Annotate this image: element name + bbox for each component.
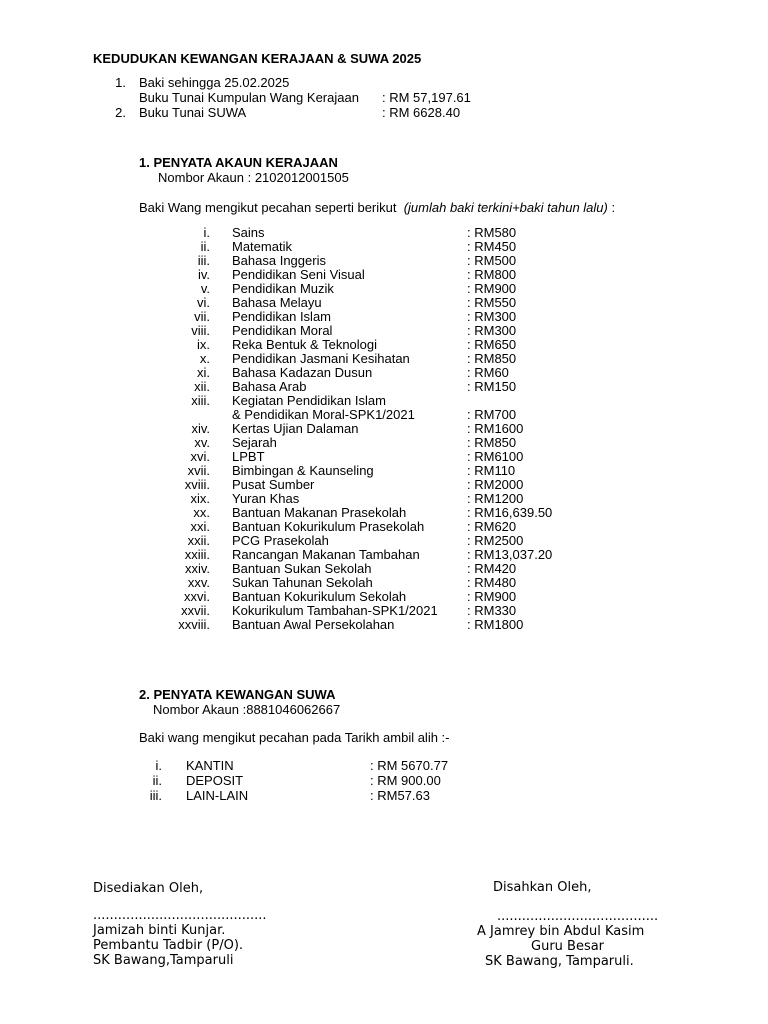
summary-label: Buku Tunai SUWA <box>139 105 247 120</box>
item-number: xix. <box>190 491 210 506</box>
section2-intro: Baki wang mengikut pecahan pada Tarikh ambil alih :- <box>139 730 450 745</box>
item-number: ix. <box>197 337 210 352</box>
item-amount: : RM16,639.50 <box>467 505 553 520</box>
item-amount: : RM420 <box>467 561 517 576</box>
list-item <box>0 435 768 449</box>
list-item <box>0 477 768 491</box>
item-label: Bantuan Kokurikulum Sekolah <box>232 589 407 604</box>
list-item <box>0 547 768 561</box>
item-number: xxvii. <box>181 603 210 618</box>
list-item <box>0 309 768 323</box>
item-label: Kegiatan Pendidikan Islam <box>232 393 386 408</box>
item-amount: : RM450 <box>467 239 517 254</box>
section1-intro-end: : <box>607 200 616 215</box>
item-amount: : RM150 <box>467 379 517 394</box>
item-amount: : RM1800 <box>467 617 524 632</box>
item-label: Bahasa Melayu <box>232 295 322 310</box>
item-amount: : RM1600 <box>467 421 524 436</box>
list-item <box>0 337 768 351</box>
list-item <box>0 758 768 772</box>
item-number: xiii. <box>191 393 210 408</box>
section2-account: Nombor Akaun :8881046062667 <box>153 702 341 717</box>
list-item <box>0 407 768 421</box>
item-amount: : RM650 <box>467 337 517 352</box>
list-item <box>0 788 768 802</box>
item-label: Bahasa Kadazan Dusun <box>232 365 373 380</box>
summary-num: 2. <box>115 105 126 120</box>
item-label: Pendidikan Muzik <box>232 281 334 296</box>
list-item <box>0 519 768 533</box>
item-number: xxviii. <box>178 617 210 632</box>
item-label: Sejarah <box>232 435 277 450</box>
item-amount: : RM 5670.77 <box>370 758 449 773</box>
item-label: Bahasa Arab <box>232 379 307 394</box>
item-label: LPBT <box>232 449 265 464</box>
section1-intro-italic: (jumlah baki terkini+baki tahun lalu) <box>403 200 608 215</box>
item-amount: : RM330 <box>467 603 517 618</box>
item-label: Bahasa Inggeris <box>232 253 326 268</box>
item-number: xvi. <box>190 449 210 464</box>
item-number: x. <box>199 351 210 366</box>
item-amount: : RM850 <box>467 351 517 366</box>
item-number: xv. <box>194 435 210 450</box>
item-label: PCG Prasekolah <box>232 533 329 548</box>
item-number: xviii. <box>184 477 210 492</box>
list-item <box>0 575 768 589</box>
signature-approved-caption: Disahkan Oleh, <box>493 880 592 895</box>
item-amount: : RM2500 <box>467 533 524 548</box>
item-number: viii. <box>191 323 210 338</box>
item-amount: : RM550 <box>467 295 517 310</box>
approver-org: SK Bawang, Tamparuli. <box>485 954 634 969</box>
item-amount: : RM1200 <box>467 491 524 506</box>
list-item <box>0 379 768 393</box>
list-item <box>0 617 768 631</box>
item-number: iii. <box>197 253 210 268</box>
item-label: LAIN-LAIN <box>186 788 249 803</box>
item-amount: : RM580 <box>467 225 517 240</box>
item-label: & Pendidikan Moral-SPK1/2021 <box>232 407 415 422</box>
list-item <box>0 491 768 505</box>
item-label: Bantuan Awal Persekolahan <box>232 617 395 632</box>
item-label: Yuran Khas <box>232 491 300 506</box>
item-label: Pendidikan Seni Visual <box>232 267 365 282</box>
item-number: iv. <box>197 267 210 282</box>
item-number: xxv. <box>187 575 210 590</box>
item-label: Pendidikan Jasmani Kesihatan <box>232 351 410 366</box>
list-item <box>0 351 768 365</box>
item-amount: : RM500 <box>467 253 517 268</box>
item-label: Bantuan Makanan Prasekolah <box>232 505 407 520</box>
list-item <box>0 239 768 253</box>
list-item <box>0 463 768 477</box>
list-item <box>0 267 768 281</box>
signature-dots: .......................................... <box>93 908 267 923</box>
item-label: Reka Bentuk & Teknologi <box>232 337 378 352</box>
item-number: i. <box>155 758 162 773</box>
section1-intro <box>139 201 615 215</box>
summary-label: Baki sehingga 25.02.2025 <box>139 75 290 90</box>
item-label: Bantuan Sukan Sekolah <box>232 561 372 576</box>
list-item <box>0 295 768 309</box>
list-item <box>0 773 768 787</box>
item-amount: : RM480 <box>467 575 517 590</box>
item-amount: : RM 900.00 <box>370 773 441 788</box>
item-label: Bimbingan & Kaunseling <box>232 463 374 478</box>
item-label: Sains <box>232 225 265 240</box>
section2-heading: 2. PENYATA KEWANGAN SUWA <box>139 687 336 702</box>
item-number: vii. <box>194 309 210 324</box>
item-amount: : RM60 <box>467 365 509 380</box>
item-amount: : RM700 <box>467 407 517 422</box>
item-label: Bantuan Kokurikulum Prasekolah <box>232 519 425 534</box>
item-number: ii. <box>152 773 162 788</box>
item-amount: : RM620 <box>467 519 517 534</box>
signature-prepared <box>93 881 267 968</box>
list-item <box>0 365 768 379</box>
list-item <box>0 449 768 463</box>
item-label: KANTIN <box>186 758 234 773</box>
item-label: Matematik <box>232 239 292 254</box>
item-label: DEPOSIT <box>186 773 244 788</box>
item-amount: : RM13,037.20 <box>467 547 553 562</box>
list-item <box>0 225 768 239</box>
item-amount: : RM800 <box>467 267 517 282</box>
item-amount: : RM57.63 <box>370 788 430 803</box>
signatory-name: Jamizah binti Kunjar. <box>93 923 226 938</box>
list-item <box>0 253 768 267</box>
item-amount: : RM300 <box>467 323 517 338</box>
item-amount: : RM300 <box>467 309 517 324</box>
item-number: vi. <box>197 295 210 310</box>
item-label: Kokurikulum Tambahan-SPK1/2021 <box>232 603 438 618</box>
item-amount: : RM900 <box>467 589 517 604</box>
section1-account: Nombor Akaun : 2102012001505 <box>158 170 349 185</box>
item-number: xi. <box>197 365 210 380</box>
signatory-org: SK Bawang,Tamparuli <box>93 953 234 968</box>
item-number: xx. <box>193 505 210 520</box>
item-amount: : RM6100 <box>467 449 524 464</box>
section1-intro-text: Baki Wang mengikut pecahan seperti berikut <box>139 200 404 215</box>
approver-role: Guru Besar <box>531 939 605 954</box>
list-item <box>0 393 768 407</box>
item-number: xxi. <box>190 519 210 534</box>
signature-caption: Disediakan Oleh, <box>93 881 204 896</box>
item-label: Pusat Sumber <box>232 477 315 492</box>
item-label: Kertas Ujian Dalaman <box>232 421 359 436</box>
list-item <box>0 323 768 337</box>
item-amount: : RM2000 <box>467 477 524 492</box>
item-amount: : RM900 <box>467 281 517 296</box>
list-item <box>0 505 768 519</box>
item-number: xxvi. <box>184 589 210 604</box>
section1-heading: 1. PENYATA AKAUN KERAJAAN <box>139 155 338 170</box>
list-item <box>0 603 768 617</box>
item-label: Sukan Tahunan Sekolah <box>232 575 373 590</box>
item-number: ii. <box>200 239 210 254</box>
summary-num: 1. <box>115 75 126 90</box>
list-item <box>0 281 768 295</box>
item-number: i. <box>203 225 210 240</box>
list-item <box>0 533 768 547</box>
list-item <box>0 589 768 603</box>
summary-value: : RM 6628.40 <box>382 105 461 120</box>
summary-label: Buku Tunai Kumpulan Wang Kerajaan <box>139 90 359 105</box>
list-item <box>0 421 768 435</box>
item-amount: : RM850 <box>467 435 517 450</box>
summary-value: : RM 57,197.61 <box>382 90 471 105</box>
item-number: xxii. <box>187 533 210 548</box>
item-number: iii. <box>149 788 162 803</box>
item-label: Pendidikan Moral <box>232 323 333 338</box>
item-label: Rancangan Makanan Tambahan <box>232 547 420 562</box>
item-number: xiv. <box>191 421 210 436</box>
item-number: xii. <box>194 379 210 394</box>
signature-approved-dots: ....................................... <box>497 909 659 924</box>
item-amount: : RM110 <box>467 463 516 478</box>
list-item <box>0 561 768 575</box>
item-number: v. <box>200 281 210 296</box>
approver-name: A Jamrey bin Abdul Kasim <box>477 924 645 939</box>
item-number: xxiv. <box>184 561 210 576</box>
item-label: Pendidikan Islam <box>232 309 331 324</box>
item-number: xxiii. <box>184 547 210 562</box>
signatory-role: Pembantu Tadbir (P/O). <box>93 938 244 953</box>
page-title: KEDUDUKAN KEWANGAN KERAJAAN & SUWA 2025 <box>93 51 422 66</box>
item-number: xvii. <box>187 463 210 478</box>
